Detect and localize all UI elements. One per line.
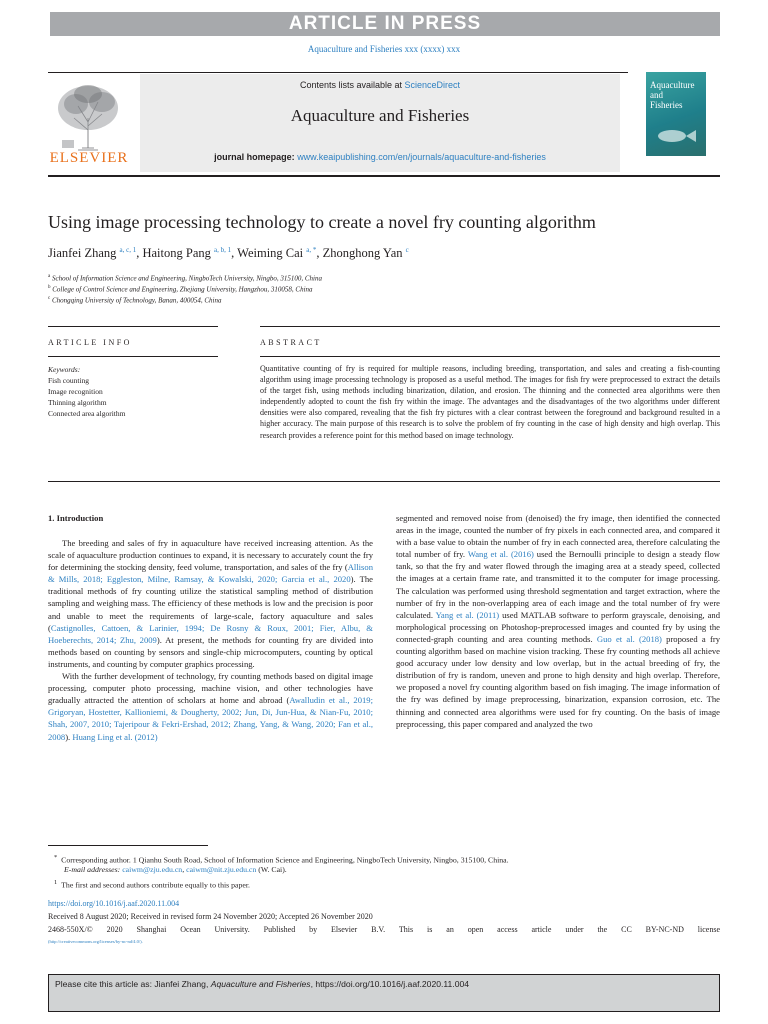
received-dates: Received 8 August 2020; Received in revised form 24 November 2020; Accepted 26 November 2020 xyxy=(48,912,373,921)
cover-title-line-3: Fisheries xyxy=(650,100,683,110)
homepage-label: journal homepage: xyxy=(214,152,298,162)
citation-link[interactable]: Allison & Mills, 2018; Eggleston, Milne, Ramsay, & Kowalski, 2020; Garcia et al., 2020 xyxy=(48,562,373,585)
section-heading: 1. Introduction xyxy=(48,513,104,523)
email-suffix: (W. Cai). xyxy=(256,865,287,874)
doi-link[interactable]: https://doi.org/10.1016/j.aaf.2020.11.004 xyxy=(48,899,180,908)
journal-cover-thumbnail[interactable] xyxy=(646,72,706,156)
author-affiliation-marks[interactable]: a, c, 1 xyxy=(119,246,137,254)
body-text: With the further development of technology, fry counting methods based on digital image processing, computer photo processing, machine vision, and other technologies have gradually attracted the attention of scholars at home and abroad ( xyxy=(48,671,373,706)
affiliation-mark: b xyxy=(48,285,51,290)
affiliation xyxy=(48,285,728,293)
homepage-link[interactable]: www.keaipublishing.com/en/journals/aquaculture-and-fisheries xyxy=(297,152,546,162)
citation-link[interactable]: Huang Ling et al. (2012) xyxy=(72,731,158,742)
body-text: used the Bernoulli principle to design a steady flow tank, so that the fry and water flowed through the imaging area at a steady speed, collected the images at a certain frame rate, and transmitted it to the computer for image processing. The calculation was performed using threshold segmentation and target extraction, where the number of fry in the non-overlapping area of each image and the total number of fry were calculated. xyxy=(396,549,720,620)
citation-link[interactable]: Guo et al. (2018) xyxy=(596,633,662,644)
body-text: The breeding and sales of fry in aquaculture have received increasing attention. As the scale of aquaculture production continues to expand, it is necessary to accurately count the fry for determining the stocking density, feed volume, transportation, and sales of the fry ( xyxy=(48,538,373,573)
affiliation-mark: a xyxy=(48,274,51,279)
contents-prefix: Contents lists available at xyxy=(299,80,405,90)
header-top-rule xyxy=(48,72,628,73)
citation-link[interactable]: Wang et al. (2016) xyxy=(467,549,534,560)
body-separator-rule xyxy=(48,481,720,482)
email-label: E-mail addresses: xyxy=(64,865,123,874)
email-link[interactable]: caiwm@nit.zju.edu.cn xyxy=(186,865,257,874)
citation-box xyxy=(48,974,720,1012)
body-text: proposed a fry counting algorithm based on machine vision tracking. These fry counting methods all achieve good accuracy under low density and low overlap, but in the actual breeding of fry, the distribution of fry is random, uneven and prone to high density and high overlap. Therefore, we proposed a novel fry counting algorithm based on fish imaging. The image information of the fry was defined by image preprocessing, binarization, expansion corrosion, etc. The thinning and connected area algorithms were used for fry counting. On the basis of image preprocessing, this paper compared and analyzed the two xyxy=(396,633,720,729)
journal-reference[interactable]: Aquaculture and Fisheries xxx (xxxx) xxx xyxy=(307,44,461,54)
elsevier-wordmark: ELSEVIER xyxy=(49,150,129,166)
keyword-item: Thinning algorithm xyxy=(48,398,107,407)
cite-journal: Aquaculture and Fisheries xyxy=(210,979,311,989)
affiliation-text: Chongqing University of Technology, Banan, 400054, China xyxy=(51,296,222,305)
author-affiliation-marks[interactable]: a, b, 1 xyxy=(214,246,232,254)
author-affiliation-marks[interactable]: a, * xyxy=(306,246,317,254)
citation-link[interactable]: Awalludin et al., 2019; Grigoryan, Hostetter, Kallioniemi, & Dougherty, 2002; Jun, Di, Jun-Hua, & Nian-Fu, 2010; Shah, 2007, 2010; Tajeripour & Fekri-Ershad, 2012; Zhang, Yang, & Wang, 2020; Fan et al., 2008 xyxy=(48,695,373,742)
article-in-press-banner: ARTICLE IN PRESS xyxy=(50,12,720,36)
article-info-label: ARTICLE INFO xyxy=(48,338,132,347)
equal-contribution-footnote xyxy=(48,877,734,891)
footnote-rule xyxy=(48,845,208,846)
sciencedirect-link[interactable]: ScienceDirect xyxy=(404,80,461,90)
author-name[interactable]: Weiming Cai xyxy=(237,246,304,261)
footnote-text: The first and second authors contribute equally to this paper. xyxy=(61,880,250,890)
body-text: ). At present, the methods for counting fry are divided into methods based on counting by sensors and single-chip microcomputers, counting by optical instruments, and counting by computer graphics processing. xyxy=(48,634,374,669)
cover-title-line-2: and xyxy=(650,90,663,100)
email-footnote xyxy=(48,864,744,875)
body-text: used MATLAB software to perform grayscale, denoising, and morphological processing on Photoshop-preprocessed images and counted fry by using the connected-graph counting and area counting methods. xyxy=(396,609,720,644)
citation-link[interactable]: Yang et al. (2011) xyxy=(435,609,500,620)
affiliation xyxy=(48,274,728,282)
abstract-label: ABSTRACT xyxy=(260,338,322,347)
keyword-item: Fish counting xyxy=(48,376,90,385)
body-text: ). The traditional methods of fry counting utilize the statistical sampling method of distribution sampling and weighing mass. The efficiency of these methods is low and the precision is poor and unable to meet the requirements of large-scale, factory aquaculture and sales ( xyxy=(48,574,373,633)
body-text: ). xyxy=(65,731,73,742)
copyright-statement: 2468-550X/© 2020 Shanghai Ocean University. Published by Elsevier B.V. This is an open access article under the CC BY-NC-ND license xyxy=(48,925,720,934)
keywords-label: Keywords: xyxy=(48,365,81,374)
journal-homepage xyxy=(140,152,620,162)
author-name[interactable]: Zhonghong Yan xyxy=(322,246,403,261)
author-list: Jianfei Zhang $^{a, c, 1}$, Haitong Pang $^{a, b, 1}$, Weiming Cai $^{a, *}$, Zhonghong Yan $^c$ xyxy=(48,246,409,261)
affiliation-text: College of Control Science and Engineering, Zhejiang University, Hangzhou, 310058, China xyxy=(52,285,313,294)
cite-prefix: Please cite this article as: Jianfei Zhang, xyxy=(55,979,211,989)
abstract-rule xyxy=(260,356,720,357)
affiliation xyxy=(48,296,728,304)
email-separator: , xyxy=(182,865,187,874)
article-info-rule xyxy=(48,356,218,357)
cite-suffix[interactable]: , https://doi.org/10.1016/j.aaf.2020.11.004 xyxy=(310,979,470,989)
abstract-top-rule xyxy=(260,326,720,327)
affiliation-text: School of Information Science and Engineering, NingboTech University, Ningbo, 315100, China xyxy=(51,274,322,283)
author-affiliation-marks[interactable]: c xyxy=(405,246,409,254)
footnote-mark: 1 xyxy=(54,879,58,886)
footnote-text: Corresponding author. 1 Qianhu South Road, School of Information Science and Engineering, NingboTech University, Ningbo, 315100, China. xyxy=(61,855,509,865)
keyword-item: Image recognition xyxy=(48,387,103,396)
cover-fish-icon xyxy=(652,122,700,148)
author-name[interactable]: Haitong Pang xyxy=(142,246,211,261)
footnote-mark: * xyxy=(54,854,58,861)
author-name[interactable]: Jianfei Zhang xyxy=(48,246,117,261)
body-column-left xyxy=(48,537,373,743)
article-title: Using image processing technology to create a novel fry counting algorithm xyxy=(48,212,596,232)
cover-title-line-1: Aquaculture xyxy=(650,80,695,90)
body-text: segmented and removed noise from (denoised) the fry image, then identified the connected areas in the image, counted the number of fry pixels in each connected area, and compared it with a base value to obtain the number of fry in each connected area, therefore calculating the total number of fry. xyxy=(396,513,720,560)
body-column-right xyxy=(396,512,720,730)
abstract-text: Quantitative counting of fry is required for multiple reasons, including breeding, transportation, and sales and creating a fish-counting algorithm using image processing technology is proposed as a useful method. The images for fish fry were preprocessed to extract the details of the target fish, using methods including binarization, dilation, and erosion. The thinning and the connected area algorithms were then independently adopted to count the fish fry within the image. The advantages and the disadvantages of the two algorithms under different densities were also compared, revealing that the fish fry pictures with a clear contrast between the foreground and background resulted in a higher accuracy. The main purpose of this research is to solve the problem of fry counting in the case of high density and high overlap. This research provides a reference point for this method based on image technology. xyxy=(260,364,720,440)
header-bottom-rule xyxy=(48,175,720,177)
body-paragraph xyxy=(48,537,373,670)
article-info-top-rule xyxy=(48,326,218,327)
contents-availability xyxy=(140,80,620,90)
keywords-block xyxy=(48,364,218,419)
journal-name: Aquaculture and Fisheries xyxy=(290,106,470,125)
affiliation-mark: c xyxy=(48,296,51,301)
license-link[interactable]: (http://creativecommons.org/licenses/by-nc-nd/4.0/). xyxy=(48,939,143,944)
email-link[interactable]: caiwm@zju.edu.cn xyxy=(122,865,183,874)
body-paragraph xyxy=(48,670,373,743)
keyword-item: Connected area algorithm xyxy=(48,409,126,418)
citation-link[interactable]: Castignolles, Cattoen, & Larinier, 1994; De Rosny & Roux, 2001; Fier, Albu, & Hoeberechts, 2014; Zhu, 2009 xyxy=(48,622,373,645)
